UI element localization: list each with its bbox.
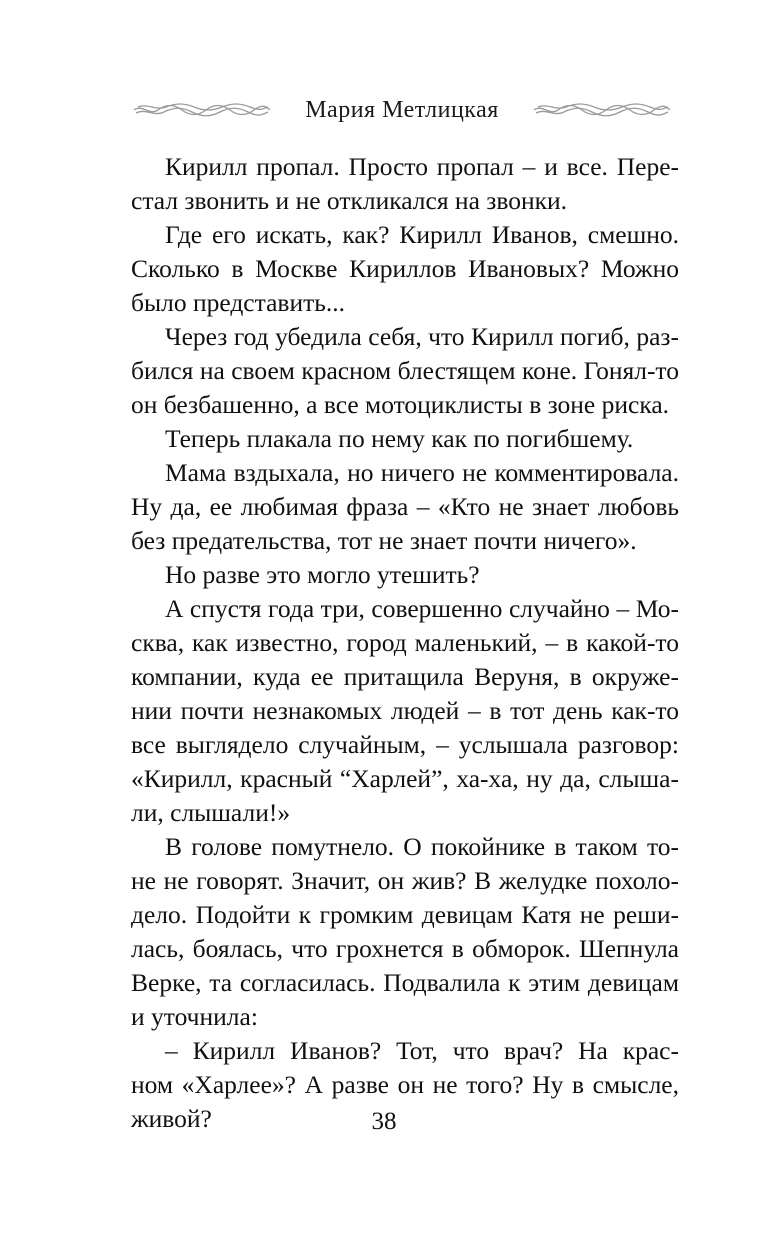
text-line: Мама вздыхала, но ничего не комментировала. xyxy=(165,458,679,487)
paragraph xyxy=(131,218,679,320)
text-line: дело. Подойти к громким девицам Катя не реши- xyxy=(131,900,679,929)
body-text xyxy=(131,150,679,1136)
text-line: компании, куда ее притащила Веруня, в окруже- xyxy=(131,662,679,691)
text-line: не не говорят. Значит, он жив? В желудке похоло- xyxy=(131,866,679,895)
paragraph xyxy=(131,422,679,456)
text-line: нии почти незнакомых людей – в тот день как-то xyxy=(131,696,679,725)
paragraph xyxy=(131,150,679,218)
text-line: он безбашенно, а все мотоциклисты в зоне риска. xyxy=(131,390,670,419)
text-line: Где его искать, как? Кирилл Иванов, смешно. xyxy=(165,220,679,249)
page-header xyxy=(132,90,672,130)
text-line: Кирилл пропал. Просто пропал – и все. Пере- xyxy=(165,152,679,181)
left-ornament-icon xyxy=(132,100,272,120)
text-line: Ну да, ее любимая фраза – «Кто не знает любовь xyxy=(131,492,679,521)
text-line: А спустя года три, совершенно случайно – Мо- xyxy=(165,594,679,623)
text-line: бился на своем красном блестящем коне. Гонял-то xyxy=(131,356,679,385)
right-ornament-icon xyxy=(532,100,672,120)
text-line: Через год убедила себя, что Кирилл погиб, раз- xyxy=(165,322,679,351)
text-line: Сколько в Москве Кириллов Ивановых? Можно xyxy=(131,254,679,283)
text-line: стал звонить и не откликался на звонки. xyxy=(131,186,568,215)
text-line: живой? xyxy=(131,1104,212,1133)
text-line: Но разве это могло утешить? xyxy=(165,560,480,589)
text-line: ли, слышали!» xyxy=(131,798,291,827)
text-line: В голове помутнело. О покойнике в таком то- xyxy=(165,832,679,861)
text-line: – Кирилл Иванов? Тот, что врач? На крас- xyxy=(165,1036,679,1065)
page-number: 38 xyxy=(371,1108,397,1135)
text-line: Теперь плакала по нему как по погибшему. xyxy=(165,424,634,453)
text-line: сква, как известно, город маленький, – в какой-то xyxy=(131,628,679,657)
paragraph xyxy=(131,456,679,558)
text-line: ном «Харлее»? А разве он не того? Ну в смысле, xyxy=(131,1070,679,1099)
paragraph xyxy=(131,592,679,830)
text-line: без предательства, тот не знает почти ничего». xyxy=(131,526,637,555)
text-line: и уточнила: xyxy=(131,1002,258,1031)
text-line: «Кирилл, красный “Харлей”, ха-ха, ну да, слышa- xyxy=(131,764,679,793)
paragraph xyxy=(131,320,679,422)
paragraph xyxy=(131,830,679,1034)
text-line: все выглядело случайным, – услышала разговор: xyxy=(131,730,679,759)
running-head-author: Мария Метлицкая xyxy=(305,96,499,123)
text-line: лась, боялась, что грохнется в обморок. Шепнула xyxy=(131,934,679,963)
text-line: было представить... xyxy=(131,288,345,317)
text-line: Верке, та согласилась. Подвалила к этим девицам xyxy=(131,968,679,997)
paragraph xyxy=(131,558,679,592)
